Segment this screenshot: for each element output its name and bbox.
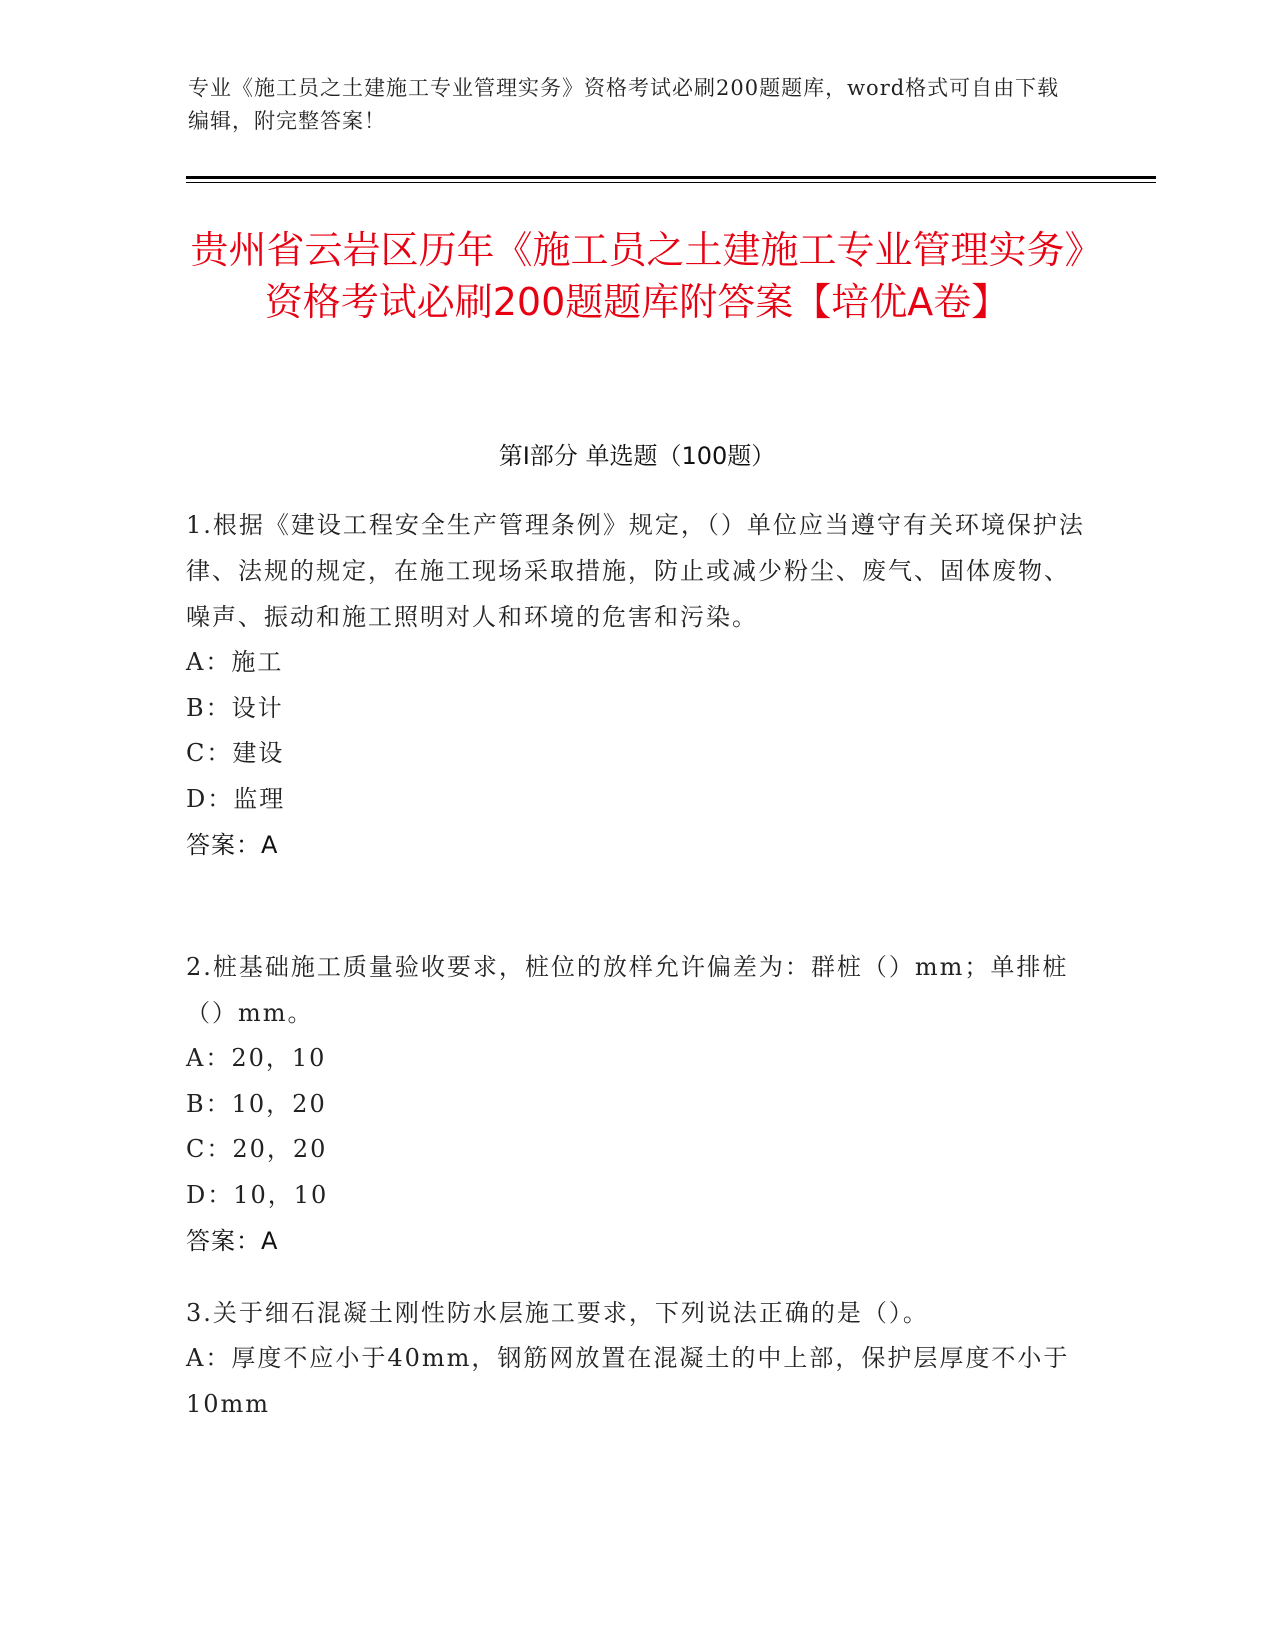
header-rule-thin [186,182,1156,183]
question-stem: 1.根据《建设工程安全生产管理条例》规定，（）单位应当遵守有关环境保护法律、法规的规定，在施工现场采取措施，防止或减少粉尘、废气、固体废物、噪声、振动和施工照明对人和环境的危害和污染。 [186,511,1085,631]
option-c: C：建设 [186,739,285,767]
section-heading: 第Ⅰ部分 单选题（100题） [498,442,776,470]
question-3 [186,1290,1086,1427]
document-title: 贵州省云岩区历年《施工员之土建施工专业管理实务》资格考试必刷200题题库附答案【培优A卷】 [190,228,1084,324]
option-d: D：10，10 [186,1180,329,1209]
question-stem: 2.桩基础施工质量验收要求，桩位的放样允许偏差为：群桩（）mm；单排桩（）mm。 [186,953,1069,1027]
option-a: A：施工 [186,648,284,676]
option-c: C：20，20 [186,1135,328,1163]
option-a: A：厚度不应小于40mm，钢筋网放置在混凝土的中上部，保护层厚度不小于10mm [186,1344,1070,1418]
option-b: B：设计 [186,693,284,722]
header-rule-thick [186,176,1156,179]
answer: 答案：A [186,831,279,859]
answer: 答案：A [186,1227,279,1255]
question-stem: 3.关于细石混凝土刚性防水层施工要求，下列说法正确的是（）。 [186,1299,929,1327]
option-b: B：10，20 [186,1089,327,1118]
header-note: 专业《施工员之土建施工专业管理实务》资格考试必刷200题题库，word格式可自由下载编辑，附完整答案！ [188,76,1060,133]
question-2 [186,944,1086,1264]
question-1 [186,502,1086,868]
option-d: D：监理 [186,784,286,813]
option-a: A：20，10 [186,1044,327,1072]
